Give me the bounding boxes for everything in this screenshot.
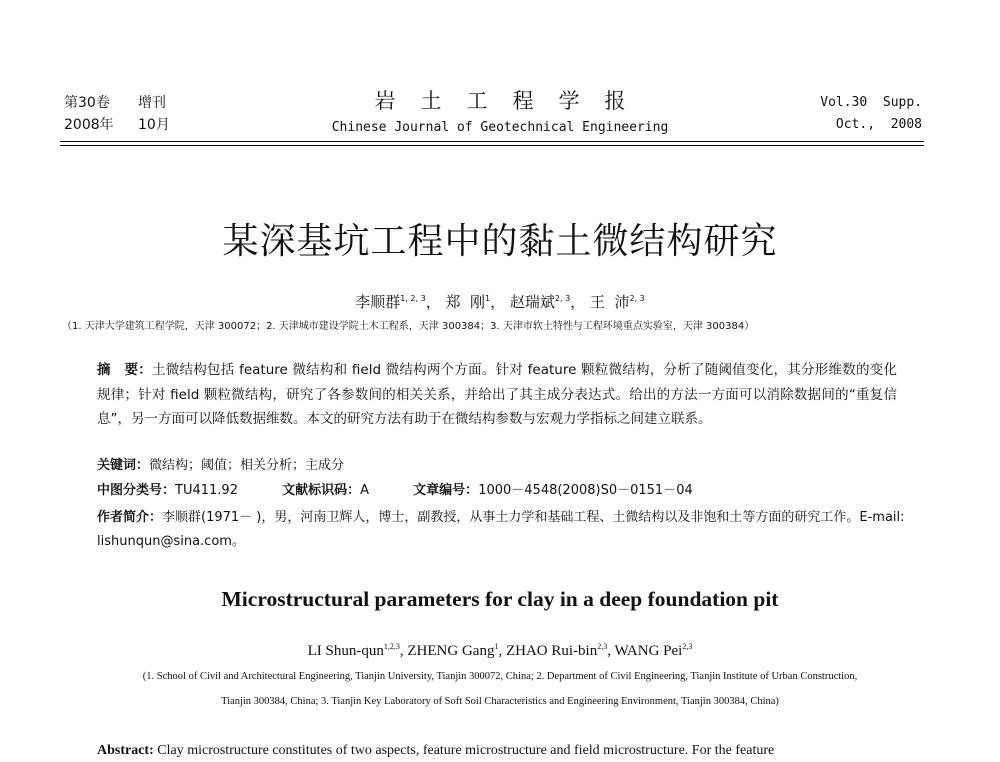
keywords-line <box>97 455 907 477</box>
keywords: 微结构；阈值；相关分析；主成分 <box>149 458 345 473</box>
author-affiliation-mark: 1,2,3 <box>383 642 400 651</box>
journal-name-en: Chinese Journal of Geotechnical Engineering <box>331 120 669 135</box>
date-en: Oct., 2008 <box>835 117 922 132</box>
article-no-value: 1000－4548(2008)S0－0151－04 <box>478 483 693 498</box>
journal-header <box>300 88 700 138</box>
author-en: LI Shun-qun <box>307 643 384 659</box>
bio-text: 李顺群(1971－ )，男，河南卫辉人，博士，副教授，从事土力学和基础工程、土微结构以及非饱和土等方面的研究工作。E-mail: lishunqun@sina.com。 <box>97 510 905 549</box>
author-affiliation-mark: 2,3 <box>682 642 693 651</box>
author-cn: 郑 刚 <box>445 293 486 311</box>
bio-label: 作者简介： <box>97 510 163 525</box>
volume-en: Vol.30 Supp. <box>820 95 922 110</box>
authors-en: LI Shun-qun$^{1,2,3}$, ZHENG Gang$^1$, ZHAO Rui-bin$^{2,3}$, WANG Pei$^{2,3}$ <box>307 642 693 659</box>
author-affiliation-mark: 1, 2, 3 <box>400 294 426 303</box>
header-rule-thick <box>60 141 924 142</box>
clc-value: TU411.92 <box>175 483 238 498</box>
author-cn: 李顺群 <box>355 293 401 311</box>
abstract-en <box>97 740 897 762</box>
author-affiliation-mark: 2, 3 <box>629 294 645 303</box>
journal-name-cn: 岩土工程学报 <box>374 89 651 113</box>
author-en: WANG Pei <box>614 643 683 659</box>
month-cn: 10月 <box>138 117 170 133</box>
author-en: ZHENG Gang <box>407 643 495 659</box>
header-issue-info <box>64 92 170 136</box>
author-cn: 王 沛 <box>589 293 630 311</box>
doc-code-value: A <box>360 483 370 498</box>
header-volume-info <box>820 92 922 136</box>
abstract-cn <box>97 358 897 432</box>
abstract-en-text: Clay microstructure constitutes of two aspects, feature microstructure and field microstructure. For the feature <box>157 743 775 758</box>
abstract-cn-text: 土微结构包括 feature 微结构和 field 微结构两个方面。针对 feature 颗粒微结构，分析了随阈值变化，其分形维数的变化规律；针对 field 颗粒微结构，研究了各参数间的相关关系，并给出了其主成分表达式。给出的方法一方面可以消除数据间的“重复信息”，另一方面可以降低数据维数。本文的研究方法有助于在微结构参数与宏观力学指标之间建立联系。 <box>97 362 898 427</box>
paper-title-cn: 某深基坑工程中的黏土微结构研究 <box>222 221 778 262</box>
classification-line <box>97 480 907 502</box>
affiliations-en: (1. School of Civil and Architectural Engineering, Tianjin University, Tianjin 300072, China; 2. Department of Civil Engineering, Tianjin Institute of Urban Construction, Tianjin 300384, China; 3. Tianjin Key Laboratory of Soft Soil Characteristics and Engineering Environment, Tianjin 300384, China) <box>142 671 858 707</box>
volume-cn: 第30卷 <box>64 95 110 111</box>
doc-code-label: 文献标识码： <box>282 483 361 498</box>
author-affiliation-mark: 2, 3 <box>554 294 571 303</box>
author-affiliation-mark: 1 <box>494 642 499 651</box>
clc-label: 中图分类号： <box>97 483 176 498</box>
year-cn: 2008年 <box>64 117 114 133</box>
author-affiliation-mark: 1 <box>485 294 491 303</box>
affiliations-cn: （1. 天津大学建筑工程学院，天津 300072；2. 天津城市建设学院土木工程系，天津 300384；3. 天津市软土特性与工程环境重点实验室，天津 300384） <box>62 321 755 332</box>
author-cn: 赵瑞斌 <box>509 293 555 311</box>
author-en: ZHAO Rui-bin <box>505 643 598 659</box>
author-affiliation-mark: 2,3 <box>597 642 608 651</box>
article-no-label: 文章编号： <box>413 483 479 498</box>
abstract-cn-label: 摘 要： <box>97 362 153 378</box>
author-bio <box>97 506 907 554</box>
abstract-en-label: Abstract: <box>97 743 154 758</box>
authors-cn: 李顺群$^{1, 2, 3}$， 郑 刚$^1$， 赵瑞斌$^{2, 3}$， 王 沛$^{2, 3}$ <box>355 293 645 311</box>
keywords-label: 关键词： <box>97 458 150 473</box>
header-rule-thin <box>60 145 924 146</box>
paper-title-en: Microstructural parameters for clay in a deep foundation pit <box>221 587 779 611</box>
issue-cn: 增刊 <box>138 95 166 111</box>
